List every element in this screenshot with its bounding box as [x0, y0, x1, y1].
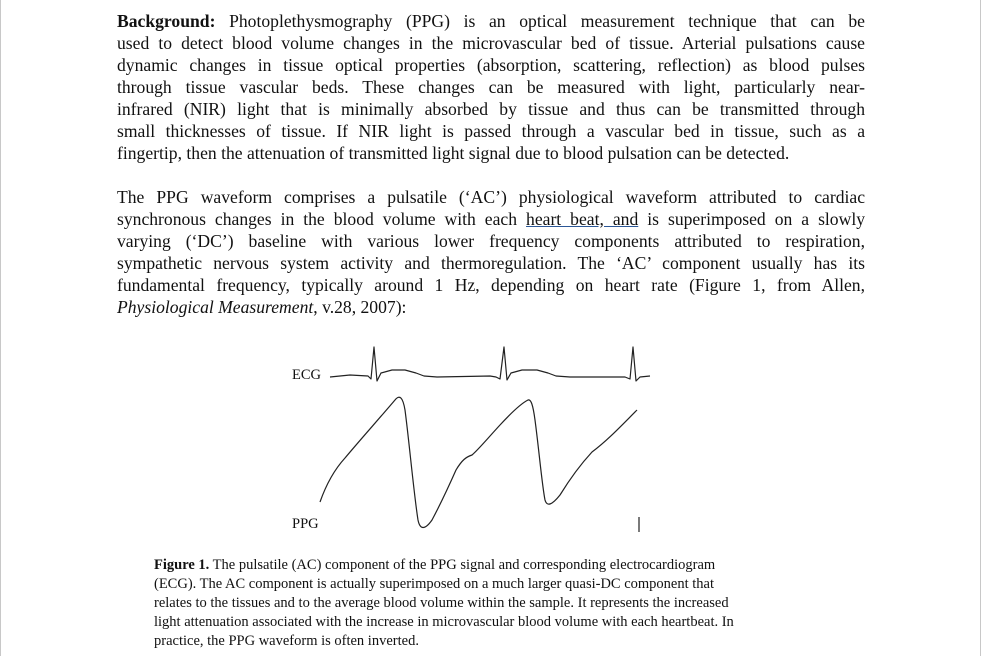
caption-line-1: Figure 1. The pulsatile (AC) component of the PPG signal and corresponding electrocardiogram — [154, 557, 716, 573]
caption-line-2: (ECG). The AC component is actually superimposed on a much larger quasi-DC component that — [154, 576, 715, 592]
paragraph1-line-5: infrared (NIR) light that is minimally absorbed by tissue and thus can be transmitted through — [117, 99, 865, 119]
ppg-label: PPG — [292, 516, 319, 532]
paragraph2-line-3: varying (‘DC’) baseline with various lower frequency components attributed to respiration, — [117, 231, 865, 251]
paragraph2-line-5: fundamental frequency, typically around 1 Hz, depending on heart rate (Figure 1, from Allen, — [117, 275, 865, 295]
figure-caption — [154, 556, 794, 651]
journal-name: Physiological Measurement — [117, 297, 314, 317]
figure-number: Figure 1. — [154, 557, 210, 573]
caption-line-5: practice, the PPG waveform is often inverted. — [154, 633, 419, 649]
paragraph2-line-2: synchronous changes in the blood volume with each heart beat, and is superimposed on a slowly — [117, 209, 865, 229]
caption-line-4: light attenuation associated with the increase in microvascular blood volume with each heartbeat. In — [154, 614, 734, 630]
background-heading: Background: — [117, 11, 216, 31]
paragraph1-line-6: small thicknesses of tissue. If NIR light is passed through a vascular bed in tissue, such as a — [117, 121, 865, 141]
paragraph1-line-4: through tissue vascular beds. These changes can be measured with light, particularly near- — [117, 77, 865, 97]
ppg-trace — [320, 397, 637, 527]
caption-line-3: relates to the tissues and to the average blood volume within the sample. It represents the increased — [154, 595, 729, 611]
paragraph1-line-7: fingertip, then the attenuation of transmitted light signal due to blood pulsation can be detected. — [117, 143, 790, 163]
ecg-label: ECG — [292, 367, 321, 383]
paragraph1-line-3: dynamic changes in tissue optical properties (absorption, scattering, reflection) as blood pulses — [117, 55, 865, 75]
paragraph1-line-2: used to detect blood volume changes in the microvascular bed of tissue. Arterial pulsations cause — [117, 33, 865, 53]
paragraph1-line-1: Background: Photoplethysmography (PPG) is an optical measurement technique that can be — [117, 11, 865, 31]
paragraph2-line-6: Physiological Measurement, v.28, 2007): — [117, 297, 407, 317]
paragraph2-line-1: The PPG waveform comprises a pulsatile (‘AC’) physiological waveform attributed to cardiac — [117, 187, 865, 207]
heart-beat-underlined-text[interactable]: heart beat, and — [526, 209, 639, 229]
ecg-trace — [330, 347, 650, 381]
paragraph2-line-4: sympathetic nervous system activity and thermoregulation. The ‘AC’ component usually has its — [117, 253, 865, 273]
